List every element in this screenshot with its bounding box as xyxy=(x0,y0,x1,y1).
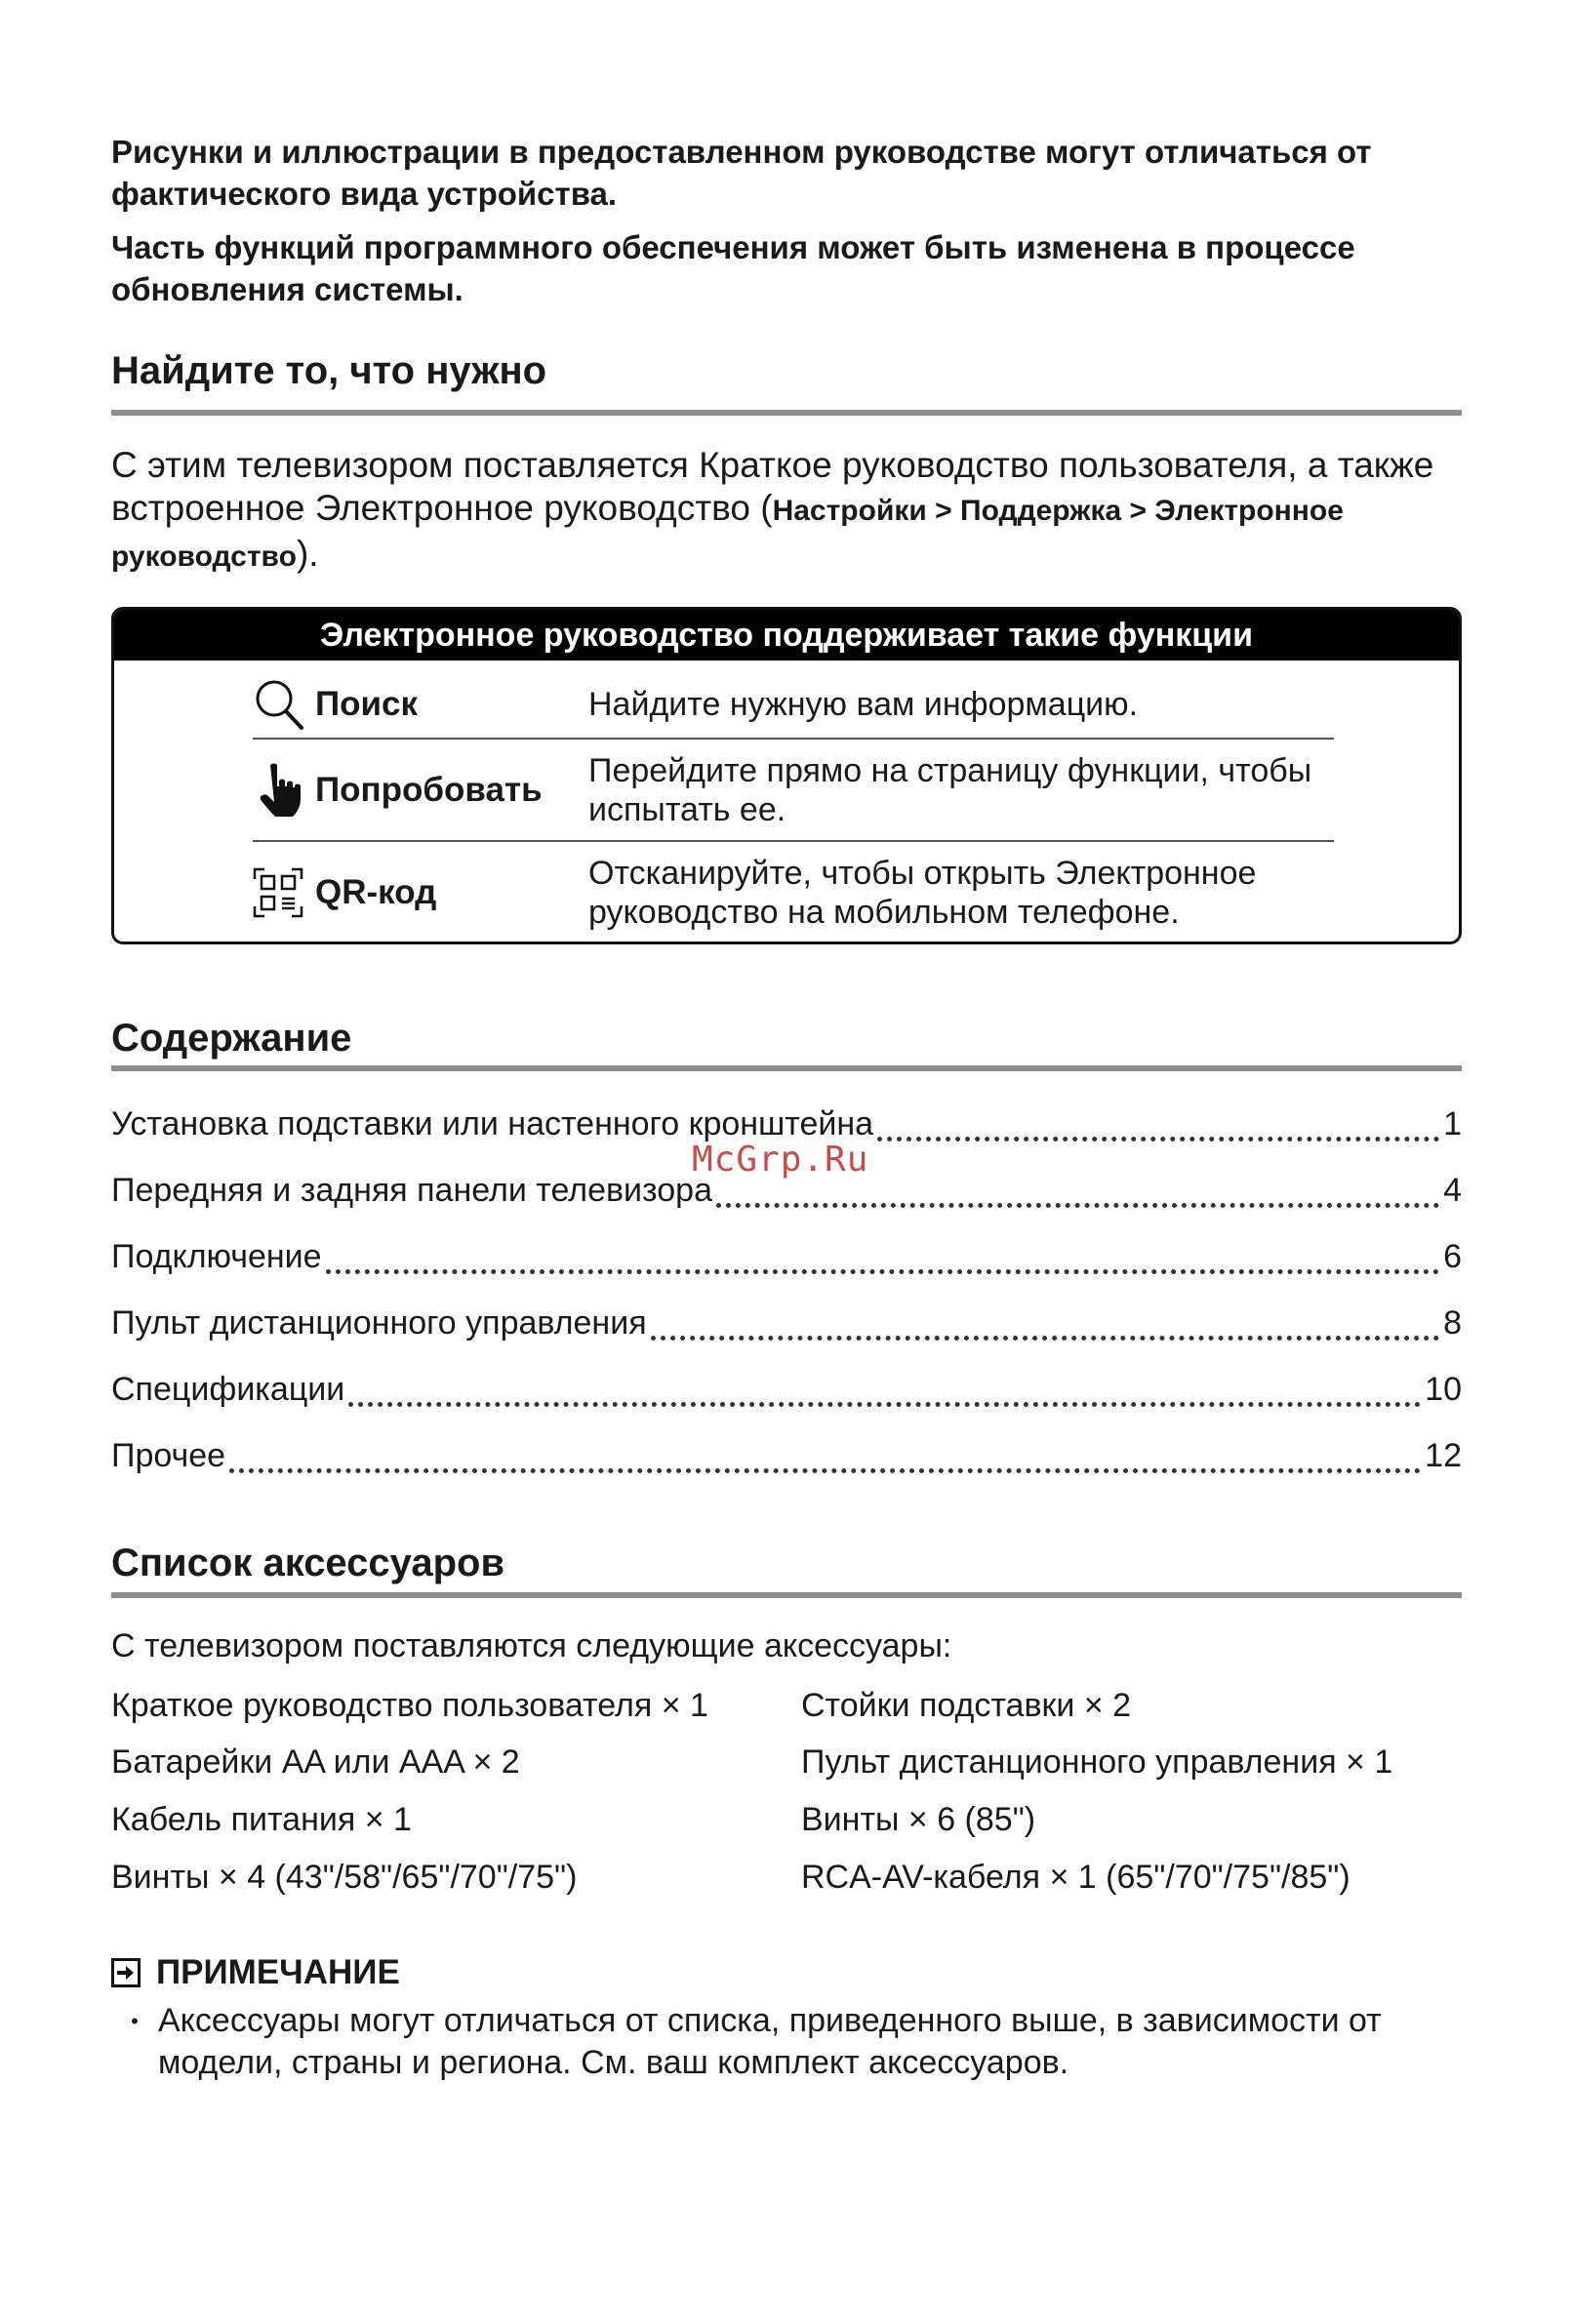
toc-page: 4 xyxy=(1443,1172,1462,1209)
feature-separator xyxy=(253,840,1334,842)
toc-page: 12 xyxy=(1425,1437,1462,1474)
accessory-item: Пульт дистанционного управления × 1 xyxy=(801,1743,1393,1781)
feature-desc: Перейдите прямо на страницу функции, чтобы испытать ее. xyxy=(588,752,1312,828)
contents-rule xyxy=(111,1065,1462,1071)
feature-label: QR-код xyxy=(315,873,437,911)
feature-row-qr xyxy=(253,844,1334,942)
watermark: McGrp.Ru xyxy=(692,1140,869,1180)
feature-separator xyxy=(253,738,1334,740)
feature-label: Попробовать xyxy=(315,771,543,809)
toc-page: 1 xyxy=(1443,1105,1462,1142)
toc-item[interactable] xyxy=(111,1235,1462,1278)
toc-label: Подключение xyxy=(111,1238,322,1275)
features-box xyxy=(111,607,1462,944)
toc-page: 10 xyxy=(1425,1371,1462,1408)
toc-label: Спецификации xyxy=(111,1371,345,1408)
toc-leader xyxy=(229,1446,1421,1473)
accessory-item: Батарейки AA или AAA × 2 xyxy=(111,1743,520,1781)
note-arrow-icon xyxy=(111,1958,141,1987)
contents-title: Содержание xyxy=(111,1017,352,1060)
accessories-intro: С телевизором поставляются следующие аксессуары: xyxy=(111,1627,952,1664)
find-text-part2: ). xyxy=(296,534,319,574)
note-heading xyxy=(111,1953,400,1992)
feature-label: Поиск xyxy=(315,685,419,723)
toc-item[interactable] xyxy=(111,1368,1462,1411)
toc-leader xyxy=(651,1313,1439,1341)
find-section-rule xyxy=(111,410,1462,416)
find-text-part1: С этим телевизором поставляется Краткое руководство пользователя, а также встроенное Электронное руководство ( xyxy=(111,445,1434,528)
toc-leader xyxy=(716,1181,1439,1208)
toc-label: Передняя и задняя панели телевизора xyxy=(111,1172,712,1209)
accessories-title: Список аксессуаров xyxy=(111,1542,505,1584)
toc-item[interactable] xyxy=(111,1302,1462,1344)
note-item xyxy=(111,2000,1462,2084)
accessory-item: Винты × 6 (85") xyxy=(801,1801,1036,1838)
accessory-item: Краткое руководство пользователя × 1 xyxy=(111,1687,708,1724)
bullet: • xyxy=(131,2009,139,2033)
toc-page: 6 xyxy=(1443,1238,1462,1275)
intro-paragraph-1: Рисунки и иллюстрации в предоставленном руководстве могут отличаться от фактического вида устройства. xyxy=(111,134,1372,212)
feature-row-try xyxy=(253,741,1334,839)
feature-row-search xyxy=(253,670,1334,739)
note-text: Аксессуары могут отличаться от списка, приведенного выше, в зависимости от модели, страны и региона. См. ваш комплект аксессуаров. xyxy=(158,2002,1382,2081)
features-header: Электронное руководство поддерживает такие функции xyxy=(114,610,1459,661)
settings-path: Настройки > Поддержка > Электронное руководство xyxy=(111,495,1344,573)
accessory-item: RCA-AV-кабеля × 1 (65"/70"/75"/85") xyxy=(801,1859,1350,1896)
feature-desc: Отсканируйте, чтобы открыть Электронное руководство на мобильном телефоне. xyxy=(588,855,1257,931)
accessories-rule xyxy=(111,1592,1462,1598)
intro-paragraph-2: Часть функций программного обеспечения может быть изменена в процессе обновления системы. xyxy=(111,229,1355,307)
hand-pointer-icon xyxy=(253,761,315,820)
note-title: ПРИМЕЧАНИЕ xyxy=(156,1953,400,1991)
toc-label: Пульт дистанционного управления xyxy=(111,1304,647,1342)
accessory-item: Винты × 4 (43"/58"/65"/70"/75") xyxy=(111,1859,578,1896)
toc-leader xyxy=(326,1247,1439,1274)
accessory-item: Кабель питания × 1 xyxy=(111,1801,412,1838)
toc-leader xyxy=(348,1380,1421,1407)
toc-page: 8 xyxy=(1443,1304,1462,1342)
find-section-title: Найдите то, что нужно xyxy=(111,349,547,392)
toc-item[interactable] xyxy=(111,1434,1462,1477)
accessory-item: Стойки подставки × 2 xyxy=(801,1687,1132,1724)
feature-desc: Найдите нужную вам информацию. xyxy=(588,686,1139,723)
toc-label: Установка подставки или настенного кронштейна xyxy=(111,1105,874,1142)
qr-code-icon xyxy=(253,863,315,922)
toc-leader xyxy=(877,1114,1439,1142)
find-description xyxy=(111,444,1462,579)
magnifier-icon xyxy=(253,675,315,734)
toc-label: Прочее xyxy=(111,1437,226,1474)
